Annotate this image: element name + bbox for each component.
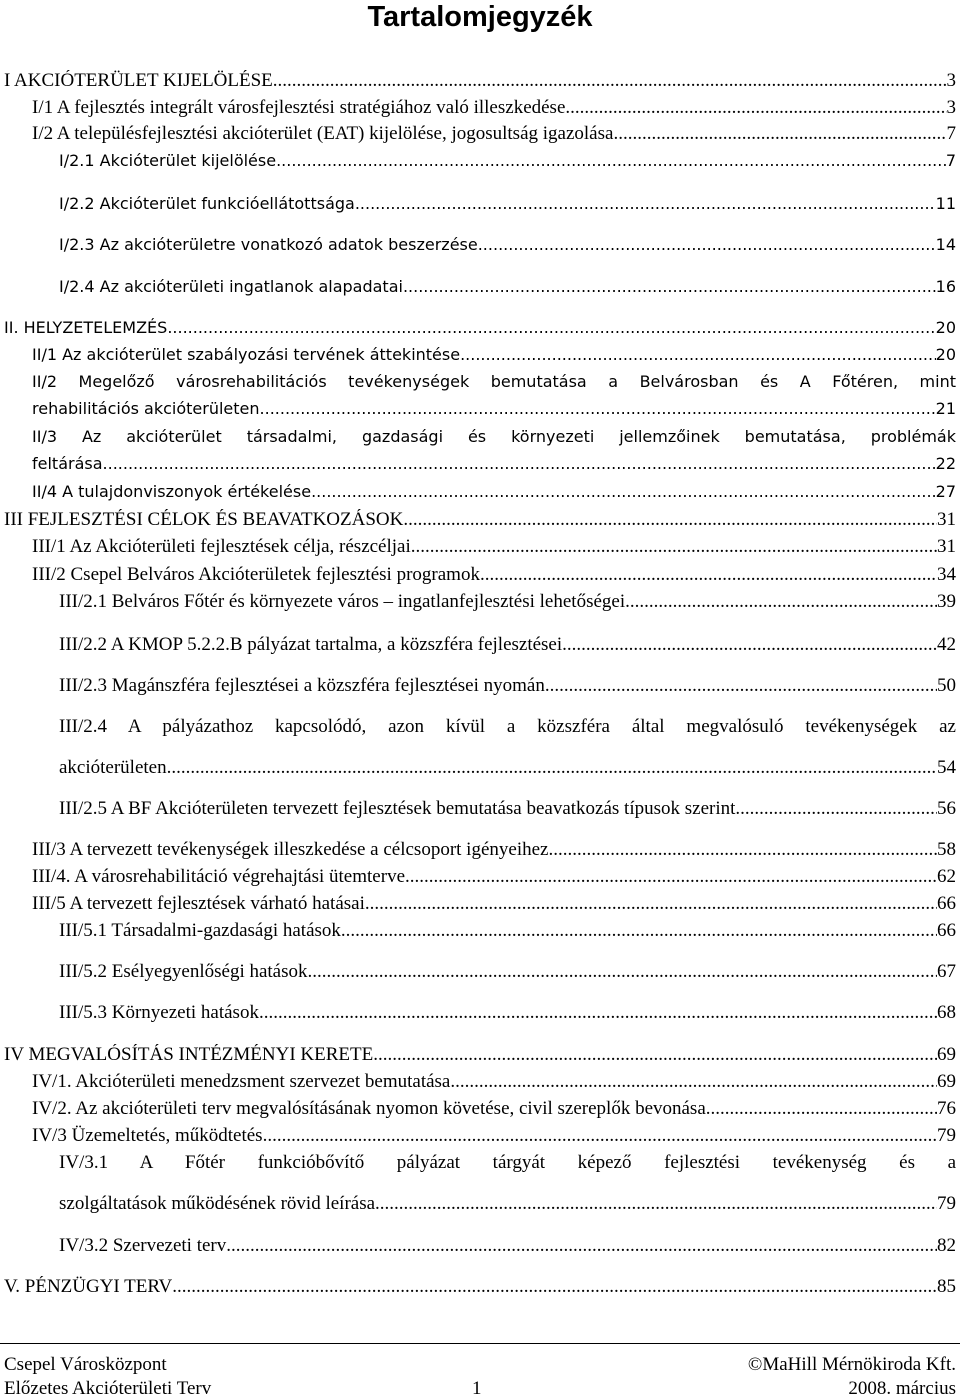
toc-leader bbox=[548, 839, 937, 861]
toc-entry-page: 62 bbox=[937, 866, 956, 887]
toc-entry-page: 58 bbox=[937, 839, 956, 860]
toc-entry-title: feltárása bbox=[32, 454, 103, 473]
toc-entry-title: III/2 Csepel Belváros Akcióterületek fejlesztési programok bbox=[32, 564, 480, 585]
toc-leader bbox=[480, 564, 937, 586]
toc-entry-title: szolgáltatások működésének rövid leírása bbox=[59, 1193, 376, 1214]
toc-entry-page: 69 bbox=[937, 1071, 956, 1092]
toc-entry-title: I/2.2 Akcióterület funkcióellátottsága bbox=[59, 194, 355, 213]
toc-entry[interactable] bbox=[59, 798, 956, 820]
toc-leader bbox=[260, 398, 936, 420]
toc-entry[interactable] bbox=[59, 234, 956, 256]
toc-entry-page: 54 bbox=[937, 757, 956, 778]
toc-entry-page: 20 bbox=[935, 318, 956, 337]
toc-entry-title: II. HELYZETELEMZÉS bbox=[4, 318, 168, 337]
toc-entry-page: 82 bbox=[937, 1235, 956, 1256]
toc-entry-title: III/2.2 A KMOP 5.2.2.B pályázat tartalma, a közszféra fejlesztései bbox=[59, 634, 563, 655]
toc-entry-title: IV/2. Az akcióterületi terv megvalósításának nyomon követése, civil szereplők bevonása bbox=[32, 1098, 706, 1119]
toc-leader bbox=[365, 893, 937, 915]
toc-entry[interactable] bbox=[59, 591, 956, 613]
footer-left-line1: Csepel Városközpont bbox=[4, 1354, 167, 1375]
toc-entry-page: 34 bbox=[937, 564, 956, 585]
toc-entry-title: III/5 A tervezett fejlesztések várható hatásai bbox=[32, 893, 365, 914]
toc-entry[interactable] bbox=[59, 276, 956, 298]
toc-entry[interactable] bbox=[4, 509, 956, 531]
toc-entry[interactable] bbox=[59, 1002, 956, 1024]
toc-entry-title: III/5.1 Társadalmi-gazdasági hatások bbox=[59, 920, 341, 941]
toc-entry-page: 22 bbox=[935, 454, 956, 473]
toc-leader bbox=[562, 634, 937, 656]
toc-entry-page: 68 bbox=[937, 1002, 956, 1023]
footer-right-line2: 2008. március bbox=[848, 1378, 956, 1399]
toc-entry[interactable] bbox=[59, 920, 956, 942]
toc-entry-page: 27 bbox=[935, 482, 956, 501]
toc-leader bbox=[103, 453, 936, 475]
toc-entry-line: IV/3.1 A Főtér funkcióbővítő pályázat tárgyát képező fejlesztési tevékenység és a bbox=[59, 1152, 956, 1173]
toc-entry-title: I/2 A településfejlesztési akcióterület (EAT) kijelölése, jogosultság igazolása bbox=[32, 123, 614, 144]
toc-leader bbox=[411, 536, 937, 558]
toc-leader bbox=[403, 509, 937, 531]
toc-entry[interactable] bbox=[32, 1071, 956, 1093]
toc-entry-page: 56 bbox=[937, 798, 956, 819]
toc-entry-title: I/2.1 Akcióterület kijelölése bbox=[59, 151, 277, 170]
toc-leader bbox=[355, 193, 936, 215]
toc-leader bbox=[172, 1276, 937, 1298]
toc-entry-page: 31 bbox=[937, 536, 956, 557]
toc-entry-title: I/1 A fejlesztés integrált városfejlesztési stratégiához való illeszkedése bbox=[32, 97, 566, 118]
toc-entry[interactable] bbox=[32, 398, 956, 420]
toc-leader bbox=[450, 1071, 937, 1093]
toc-entry[interactable] bbox=[32, 97, 956, 119]
toc-entry-page: 16 bbox=[935, 277, 956, 296]
footer-divider bbox=[0, 1343, 960, 1344]
toc-leader bbox=[167, 317, 935, 339]
toc-entry[interactable] bbox=[4, 1276, 956, 1298]
toc-entry-page: 50 bbox=[937, 675, 956, 696]
toc-entry-title: III/3 A tervezett tevékenységek illeszkedése a célcsoport igényeihez bbox=[32, 839, 549, 860]
toc-entry-page: 11 bbox=[935, 194, 956, 213]
footer-left-line2: Előzetes Akcióterületi Terv bbox=[4, 1378, 212, 1399]
toc-entry[interactable] bbox=[32, 564, 956, 586]
toc-entry[interactable] bbox=[59, 193, 956, 215]
toc-entry[interactable] bbox=[4, 1044, 956, 1066]
toc-entry-page: 42 bbox=[937, 634, 956, 655]
toc-entry-page: 39 bbox=[937, 591, 956, 612]
toc-entry-title: III/2.5 A BF Akcióterületen tervezett fejlesztések bemutatása beavatkozás típusok szerint. bbox=[59, 798, 741, 819]
toc-leader bbox=[273, 70, 947, 92]
toc-entry-title: akcióterületen bbox=[59, 757, 167, 778]
toc-entry-title: III/1 Az Akcióterületi fejlesztések célja, részcéljai bbox=[32, 536, 411, 557]
toc-entry-title: II/4 A tulajdonviszonyok értékelése bbox=[32, 482, 312, 501]
toc-entry-page: 66 bbox=[937, 920, 956, 941]
toc-entry[interactable] bbox=[32, 481, 956, 503]
toc-leader bbox=[565, 97, 946, 119]
toc-entry-title: III FEJLESZTÉSI CÉLOK ÉS BEAVATKOZÁSOK bbox=[4, 509, 404, 530]
toc-leader bbox=[373, 1044, 937, 1066]
toc-entry[interactable] bbox=[32, 536, 956, 558]
toc-leader bbox=[226, 1235, 937, 1257]
toc-entry-title: I AKCIÓTERÜLET KIJELÖLÉSE bbox=[4, 70, 273, 91]
toc-leader bbox=[460, 344, 936, 366]
toc-entry[interactable] bbox=[4, 317, 956, 339]
toc-leader bbox=[478, 234, 936, 256]
toc-leader bbox=[613, 123, 946, 145]
toc-leader bbox=[545, 675, 937, 697]
toc-entry-page: 3 bbox=[946, 97, 956, 118]
toc-entry-page: 7 bbox=[945, 151, 956, 170]
toc-entry[interactable] bbox=[4, 70, 956, 92]
toc-entry-page: 21 bbox=[935, 399, 956, 418]
toc-entry-title: I/2.4 Az akcióterületi ingatlanok alapadatai bbox=[59, 277, 403, 296]
toc-entry[interactable] bbox=[32, 839, 956, 861]
toc-leader bbox=[276, 150, 946, 172]
toc-entry-title: III/4. A városrehabilitáció végrehajtási ütemterve bbox=[32, 866, 405, 887]
toc-entry[interactable] bbox=[59, 675, 956, 697]
toc-entry[interactable] bbox=[59, 757, 956, 779]
toc-entry[interactable] bbox=[59, 150, 956, 172]
page-title: Tartalomjegyzék bbox=[367, 1, 593, 33]
toc-entry-title: II/1 Az akcióterület szabályozási tervének áttekintése bbox=[32, 345, 461, 364]
toc-entry-title: I/2.3 Az akcióterületre vonatkozó adatok beszerzése bbox=[59, 235, 478, 254]
toc-leader bbox=[706, 1098, 937, 1120]
toc-entry-page: 79 bbox=[937, 1125, 956, 1146]
toc-leader bbox=[403, 276, 936, 298]
toc-entry[interactable] bbox=[32, 893, 956, 915]
toc-entry[interactable] bbox=[59, 961, 956, 983]
toc-entry-line: III/2.4 A pályázathoz kapcsolódó, azon kívül a közszféra által megvalósuló tevékenységek az bbox=[59, 716, 956, 737]
page-number: 1 bbox=[472, 1378, 482, 1399]
toc-entry[interactable] bbox=[32, 344, 956, 366]
toc-entry-page: 85 bbox=[937, 1276, 956, 1297]
toc-entry-line: II/2 Megelőző városrehabilitációs tevékenységek bemutatása a Belvárosban és A Főtéren, mint bbox=[32, 372, 956, 391]
toc-leader bbox=[263, 1125, 937, 1147]
toc-leader bbox=[625, 591, 937, 613]
toc-entry[interactable] bbox=[59, 1235, 956, 1257]
toc-entry-title: V. PÉNZÜGYI TERV bbox=[4, 1276, 173, 1297]
toc-entry[interactable] bbox=[59, 1193, 956, 1215]
toc-leader bbox=[341, 920, 937, 942]
toc-entry[interactable] bbox=[32, 866, 956, 888]
toc-entry-page: 3 bbox=[946, 70, 956, 91]
toc-leader bbox=[259, 1002, 937, 1024]
toc-entry[interactable] bbox=[59, 634, 956, 656]
toc-entry-title: III/5.2 Esélyegyenlőségi hatások bbox=[59, 961, 308, 982]
toc-entry-page: 20 bbox=[935, 345, 956, 364]
toc-entry-title: IV/1. Akcióterületi menedzsment szervezet bemutatása bbox=[32, 1071, 451, 1092]
toc-entry-page: 69 bbox=[937, 1044, 956, 1065]
toc-leader bbox=[375, 1193, 937, 1215]
toc-entry-page: 79 bbox=[937, 1193, 956, 1214]
toc-entry-page: 14 bbox=[935, 235, 956, 254]
toc-entry[interactable] bbox=[32, 1098, 956, 1120]
toc-entry-page: 67 bbox=[937, 961, 956, 982]
toc-entry[interactable] bbox=[32, 453, 956, 475]
toc-entry-title: III/2.3 Magánszféra fejlesztései a közszféra fejlesztései nyomán bbox=[59, 675, 545, 696]
toc-entry-page: 76 bbox=[937, 1098, 956, 1119]
toc-leader bbox=[308, 961, 937, 983]
toc-entry-title: IV/3.2 Szervezeti terv bbox=[59, 1235, 227, 1256]
toc-leader bbox=[740, 798, 937, 820]
toc-leader bbox=[405, 866, 937, 888]
toc-entry-title: III/5.3 Környezeti hatások bbox=[59, 1002, 259, 1023]
toc-entry-title: III/2.1 Belváros Főtér és környezete város – ingatlanfejlesztési lehetőségei bbox=[59, 591, 626, 612]
toc-entry-title: IV/3 Üzemeltetés, működtetés bbox=[32, 1125, 263, 1146]
footer-right-line1: ©MaHill Mérnökiroda Kft. bbox=[747, 1354, 956, 1375]
toc-entry-page: 7 bbox=[946, 123, 956, 144]
toc-leader bbox=[167, 757, 937, 779]
toc-entry-page: 31 bbox=[937, 509, 956, 530]
toc-leader bbox=[311, 481, 936, 503]
toc-entry[interactable] bbox=[32, 123, 956, 145]
toc-entry-title: rehabilitációs akcióterületen bbox=[32, 399, 260, 418]
toc-entry[interactable] bbox=[32, 1125, 956, 1147]
toc-entry-title: IV MEGVALÓSÍTÁS INTÉZMÉNYI KERETE bbox=[4, 1044, 374, 1065]
toc-entry-line: II/3 Az akcióterület társadalmi, gazdasági és környezeti jellemzőinek bemutatása, problémák bbox=[32, 427, 956, 446]
toc-entry-page: 66 bbox=[937, 893, 956, 914]
